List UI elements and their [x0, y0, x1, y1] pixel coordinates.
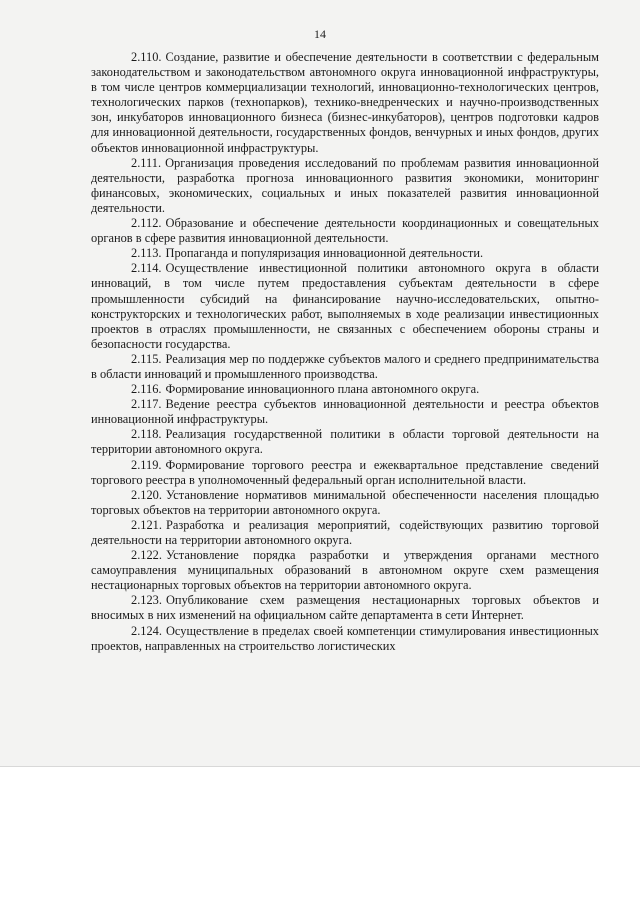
- paragraph-2-120: [91, 488, 599, 518]
- paragraph-text: Ведение реестра субъектов инновационной деятельности и реестра объектов инновационной инфраструктуры.: [91, 397, 599, 427]
- paragraph-text: Реализация государственной политики в области торговой деятельности на территории автономного округа.: [91, 427, 599, 457]
- paragraph-number: 2.113.: [131, 246, 162, 261]
- paragraph-text: Разработка и реализация мероприятий, содействующих развитию торговой деятельности на территории автономного округа.: [91, 517, 599, 547]
- paragraph-2-124: [91, 624, 599, 654]
- paragraph-2-121: [91, 518, 599, 548]
- paragraph-2-116: [91, 382, 599, 397]
- paragraph-number: 2.116.: [131, 382, 162, 397]
- paragraph-text: Реализация мер по поддержке субъектов малого и среднего предпринимательства в области инноваций и промышленного производства.: [91, 351, 599, 381]
- paragraph-text: Пропаганда и популяризация инновационной деятельности.: [165, 246, 484, 261]
- paragraph-2-113: [91, 246, 599, 261]
- paragraph-number: 2.110.: [131, 50, 162, 64]
- paragraph-number: 2.115.: [131, 351, 162, 366]
- paragraph-text: Установление порядка разработки и утверждения органами местного самоуправления муниципальных образований в автономном округе схем размещения нестационарных торговых объектов на территории автономного округа.: [91, 548, 599, 593]
- paragraph-text: Формирование инновационного плана автономного округа.: [165, 382, 480, 397]
- paragraph-text: Опубликование схем размещения нестационарных торговых объектов и вносимых в них изменений на официальном сайте департамента в сети Интернет.: [91, 593, 599, 623]
- paragraph-2-122: [91, 548, 599, 593]
- paragraph-number: 2.122.: [131, 548, 162, 563]
- paragraph-2-115: [91, 352, 599, 382]
- paragraph-text: Создание, развитие и обеспечение деятельности в соответствии с федеральным законодательством и законодательством автономного округа инновационной инфраструктуры, в том числе центров коммерциализации технологий, инновационно-технологических центров, технологических парков (технопарков), технико-внедренческих и научно-производственных зон, инкубаторов инновационного бизнеса (бизнес-инкубаторов), центров подготовки кадров для инновационной деятельности, государственных фондов, венчурных и иных фондов, других объектов инновационной инфраструктуры.: [91, 50, 599, 155]
- paragraph-number: 2.124.: [131, 623, 162, 638]
- paragraph-2-111: [91, 156, 599, 216]
- paragraph-2-117: [91, 397, 599, 427]
- paragraph-number: 2.121.: [131, 517, 162, 532]
- paragraph-number: 2.123.: [131, 593, 162, 608]
- paragraph-number: 2.117.: [131, 397, 162, 412]
- paragraph-number: 2.112.: [131, 216, 162, 231]
- paragraph-text: Установление нормативов минимальной обеспеченности населения площадью торговых объектов на территории автономного округа.: [91, 487, 599, 517]
- paragraph-2-119: [91, 458, 599, 488]
- paragraph-number: 2.120.: [131, 487, 162, 502]
- paragraph-text: Осуществление инвестиционной политики автономного округа в области инноваций, в том числе путем предоставления субъектам деятельности в сфере промышленности субсидий на финансирование научно-исследовательских, опытно-конструкторских и технологических работ, выполняемых в ходе реализации инвестиционных проектов в отраслях промышленности, не связанных с обеспечением обороны страны и безопасности государства.: [91, 261, 599, 351]
- paragraph-2-118: [91, 427, 599, 457]
- paragraph-number: 2.111.: [131, 155, 162, 170]
- paragraph-text: Формирование торгового реестра и ежеквартальное представление сведений торгового реестра в уполномоченный федеральный орган исполнительной власти.: [91, 457, 599, 487]
- paragraph-number: 2.119.: [131, 457, 162, 472]
- paragraph-2-112: [91, 216, 599, 246]
- paragraph-2-123: [91, 593, 599, 623]
- paragraph-text: Осуществление в пределах своей компетенции стимулирования инвестиционных проектов, направленных на строительство логистических: [91, 623, 599, 653]
- paragraph-text: Организация проведения исследований по проблемам развития инновационной деятельности, разработка прогноза инновационного развития экономики, мониторинг финансовых, экономических, социальных и иных показателей развития инновационной деятельности.: [91, 155, 599, 215]
- paragraph-number: 2.114.: [131, 261, 162, 276]
- paragraph-2-110: [91, 50, 599, 156]
- paragraph-number: 2.118.: [131, 427, 162, 442]
- paragraph-text: Образование и обеспечение деятельности координационных и совещательных органов в сфере развития инновационной деятельности.: [91, 216, 599, 246]
- document-body: [91, 50, 599, 654]
- paragraph-2-114: [91, 261, 599, 352]
- page-number: 14: [314, 27, 326, 41]
